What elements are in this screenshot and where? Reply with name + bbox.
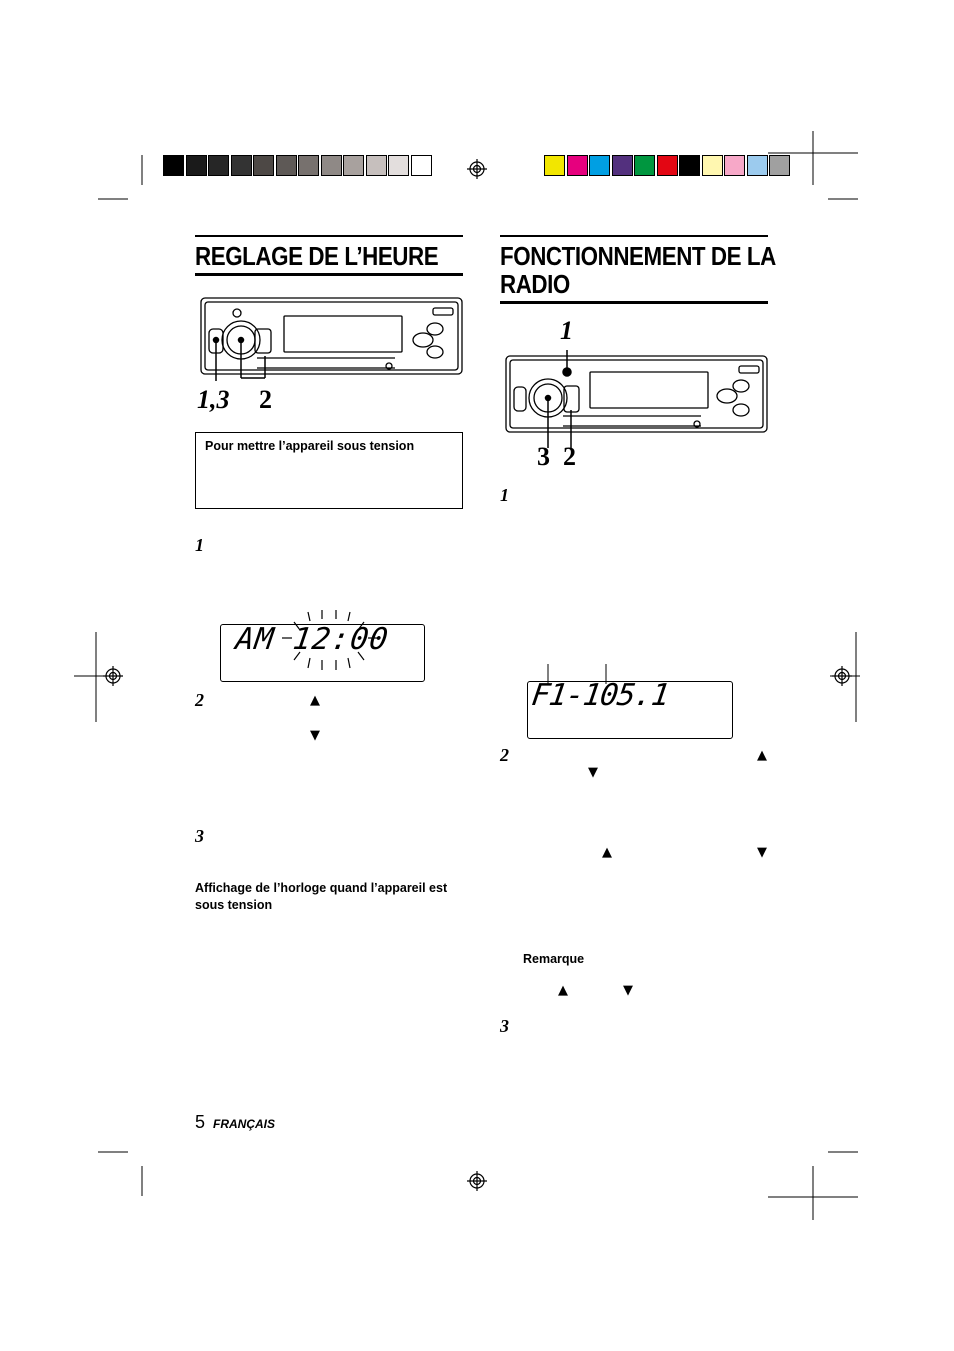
gray-swatch — [388, 155, 409, 176]
left-section-title: REGLAGE DE L’HEURE — [195, 241, 439, 271]
gray-swatch — [231, 155, 252, 176]
page-number: 5 — [195, 1112, 206, 1132]
left-down-arrow-icon: ▼ — [310, 728, 320, 743]
left-step-1-number: 1 — [195, 535, 204, 555]
process-color-swatch — [769, 155, 790, 176]
left-callout-1-3: 1,3 — [197, 385, 230, 414]
right-callout-1: 1 — [560, 316, 573, 345]
right-step-1-number: 1 — [500, 485, 509, 505]
process-color-swatch — [544, 155, 565, 176]
gray-swatch — [186, 155, 207, 176]
remark-label: Remarque — [523, 952, 585, 966]
left-step-2-number: 2 — [195, 690, 204, 710]
right-up-arrow-icon-2: ▲ — [602, 845, 612, 860]
right-up-arrow-icon-3: ▲ — [558, 983, 568, 998]
right-down-arrow-icon-2: ▼ — [757, 845, 767, 860]
process-color-swatch — [747, 155, 768, 176]
right-section-title-line1: FONCTIONNEMENT DE LA — [500, 241, 776, 271]
gray-swatch — [343, 155, 364, 176]
right-down-arrow-icon-1: ▼ — [588, 765, 598, 780]
power-on-box-title: Pour mettre l’appareil sous tension — [205, 439, 415, 453]
gray-swatch — [276, 155, 297, 176]
car-stereo-illustration-radio — [501, 350, 771, 450]
radio-lcd-text: F1-105.1 — [529, 678, 671, 713]
gray-swatch — [208, 155, 229, 176]
process-color-swatch — [567, 155, 588, 176]
right-title-bottom-rule — [500, 301, 768, 304]
right-section-title-line2: RADIO — [500, 269, 570, 299]
process-color-swatch — [589, 155, 610, 176]
right-step-2-number: 2 — [500, 745, 509, 765]
process-color-swatch — [634, 155, 655, 176]
process-color-swatch — [724, 155, 745, 176]
left-up-arrow-icon: ▲ — [310, 693, 320, 708]
car-stereo-illustration-clock — [195, 296, 465, 381]
process-color-swatch — [612, 155, 633, 176]
gray-swatch — [298, 155, 319, 176]
clock-lcd-text: AM 12:00 — [233, 622, 391, 657]
process-color-swatch — [657, 155, 678, 176]
right-title-top-rule — [500, 235, 768, 237]
process-color-swatch — [702, 155, 723, 176]
gray-swatch — [366, 155, 387, 176]
right-up-arrow-icon-1: ▲ — [757, 748, 767, 763]
right-step-3-number: 3 — [500, 1016, 509, 1036]
right-down-arrow-icon-3: ▼ — [623, 983, 633, 998]
language-label: FRANÇAIS — [213, 1117, 275, 1131]
left-title-bottom-rule — [195, 273, 463, 276]
left-step-3-number: 3 — [195, 826, 204, 846]
process-color-swatch — [679, 155, 700, 176]
left-callout-2: 2 — [259, 385, 272, 414]
right-callout-2: 2 — [563, 442, 576, 471]
power-on-box — [195, 432, 463, 509]
gray-swatch — [163, 155, 184, 176]
clock-display-subheading: Affichage de l’horloge quand l’appareil est sous tension — [195, 881, 448, 912]
gray-swatch — [411, 155, 432, 176]
left-title-top-rule — [195, 235, 463, 237]
gray-swatch — [321, 155, 342, 176]
gray-swatch — [253, 155, 274, 176]
right-callout-3: 3 — [537, 442, 550, 471]
